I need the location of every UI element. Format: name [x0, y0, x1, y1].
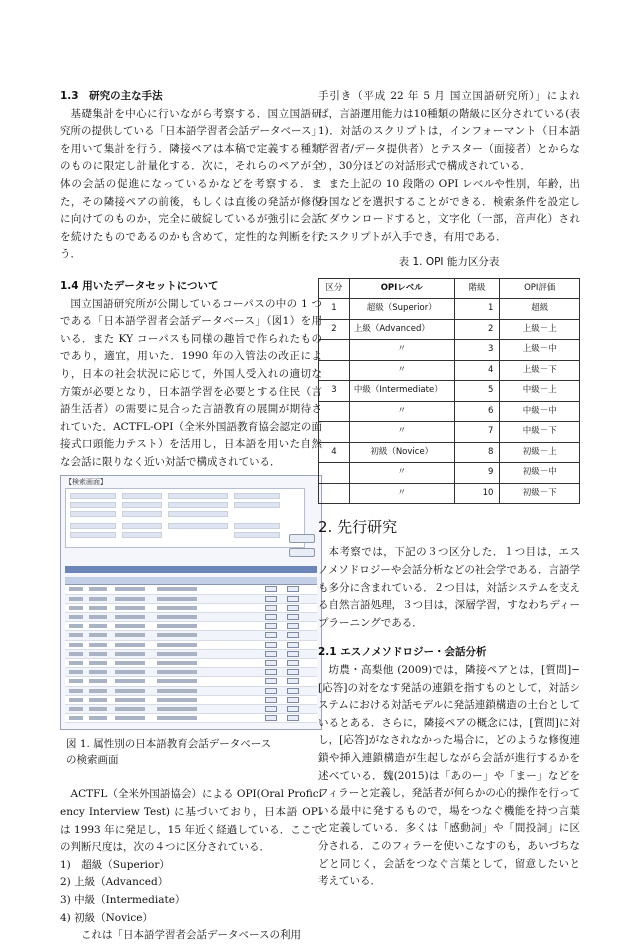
left-column: [60, 88, 322, 945]
section-1-3-heading: 1.3 研究の主な手法: [60, 90, 163, 102]
search-button-mock: [289, 534, 315, 543]
level-item-3: 3) 中級（Intermediate）: [60, 894, 186, 907]
kaikyu-cell: 5: [454, 381, 500, 402]
level-item-1: 1) 超級（Superior）: [60, 858, 170, 871]
table-row: [319, 483, 580, 504]
level-item-4: 4) 初級（Novice）: [60, 911, 154, 924]
level-cell: 〃: [349, 360, 454, 381]
intro-text: 手引き（平成 22 年 5 月 国立国語研究所）」によれば，言語運用能力は10種類の階級に区分されている(表1)．対話のスクリプトは，インフォーマント（日本語学習者/データ提供者）とテスター（面接者）とからなり，30分ほどの対話形式で構成されている．: [318, 90, 580, 173]
section-2-text: 本考察では，下記の３つ区分した．１つ目は，エスノメソドロジーや会話分析などの社会学である．言語学も多分に含まれている．２つ目は，対話システムを支える自然言語処理，３つ目は，深層学習，すなわちディープラーニングである．: [318, 546, 580, 629]
level-cell: 〃: [349, 463, 454, 484]
figure-search-screen: [60, 475, 322, 730]
results-grid-mock: [65, 577, 317, 723]
kubun-cell: 2: [319, 319, 350, 340]
hyoka-cell: 上級－上: [500, 319, 580, 340]
level-cell: 〃: [349, 340, 454, 361]
hyoka-cell: 上級－中: [500, 340, 580, 361]
table-header-cell: OPIレベル: [349, 278, 454, 299]
hyoka-cell: 中級－下: [500, 422, 580, 443]
kubun-cell: 1: [319, 299, 350, 320]
section-1-4-heading: 1.4 用いたデータセットについて: [60, 279, 219, 292]
table-1-caption: 表 1. OPI 能力区分表: [398, 256, 500, 269]
table-row: [319, 463, 580, 484]
kubun-cell: [319, 463, 350, 484]
opi-level-table: [318, 278, 580, 505]
kaikyu-cell: 8: [454, 442, 500, 463]
kaikyu-cell: 3: [454, 340, 500, 361]
closing-line: これは「日本語学習者会話データベースの利用: [81, 929, 301, 942]
kubun-cell: [319, 483, 350, 504]
table-row: [319, 442, 580, 463]
hyoka-cell: 上級－下: [500, 360, 580, 381]
level-cell: 超級（Superior）: [349, 299, 454, 320]
kaikyu-cell: 2: [454, 319, 500, 340]
intro-text-2: また上記の 10 段階の OPI レベルや性別，年齢，出身国などを選択することができる．検索条件を設定してダウンロードすると，文字化（一部，音声化）されたスクリプトが入手でき，有用である．: [318, 177, 580, 243]
kubun-cell: [319, 360, 350, 381]
kubun-cell: 3: [319, 381, 350, 402]
table-row: [319, 422, 580, 443]
level-item-2: 2) 上級（Advanced）: [60, 876, 169, 889]
section-1-3-text: 基礎集計を中心に行いながら考察する．国立国語研究所の提供している「日本語学習者会話データベース」を用いて集計を行う．隣接ペアは本稿で定義する種類のものに限定し計量化する．次に，それらのペアが全体の会話の促進になっているかなどを考察する．また，その隣接ペアの前後，もしくは直後の発話が修復に向けてのものか，完全に破綻しているが強引に会話を続けたものであるのかも含めて，定性的な判断を行う．: [60, 107, 322, 261]
table-row: [319, 401, 580, 422]
kaikyu-cell: 4: [454, 360, 500, 381]
table-header-cell: 区分: [319, 278, 350, 299]
kubun-cell: [319, 401, 350, 422]
table-row: [319, 381, 580, 402]
hyoka-cell: 中級－中: [500, 401, 580, 422]
section-2-heading: 2. 先行研究: [318, 518, 398, 537]
level-cell: 〃: [349, 483, 454, 504]
table-header-row: [319, 278, 580, 299]
level-cell: 〃: [349, 422, 454, 443]
kubun-cell: [319, 340, 350, 361]
right-column: [318, 88, 580, 891]
kaikyu-cell: 9: [454, 463, 500, 484]
level-cell: 上級（Advanced）: [349, 319, 454, 340]
kaikyu-cell: 1: [454, 299, 500, 320]
kaikyu-cell: 7: [454, 422, 500, 443]
actfl-text: ACTFL（全米外国語協会）による OPI(Oral Proficiency Interview Test) に基づいており，日本語 OPI は 1993 年に発足し，15 年近く経過している．ここでの判断尺度は，次の４つに区分されている．: [60, 788, 322, 854]
table-header-cell: 階級: [454, 278, 500, 299]
hyoka-cell: 超級: [500, 299, 580, 320]
search-form-mock: [65, 488, 305, 548]
section-2-1-text: 坊農・高梨他 (2009)では，隣接ペアとは，[質問]−[応答]の対をなす発話の連鎖を指すものとして，対話システムにおける対話モデルに発話連鎖構造の土台としているとある．さらに，隣接ペアの概念には，[質問]に対し，[応答]がなされなかった場合に，どのような修復連鎖や挿入連鎖構造が生起しながら会話が進行するかを述べている．魏(2015)は「あのー」や「まー」などをフィラーと定義し，発話者が何らかの心的操作を行っている最中に発するもので，場をつなぐ機能を持つ言葉と定義している．多くは「感動詞」や「間投詞」に区分される．このフィラーを使いこなすのも，あいづちなどと同じく，会話をつなぐ言葉として，留意したいと考えている．: [318, 664, 580, 888]
hyoka-cell: 中級－上: [500, 381, 580, 402]
table-header-cell: OPI評価: [500, 278, 580, 299]
figure-1-caption: 図 1. 属性別の日本語教育会話データベース の検索画面: [66, 738, 272, 767]
results-bar-mock: [65, 566, 317, 573]
level-cell: 〃: [349, 401, 454, 422]
kubun-cell: [319, 422, 350, 443]
level-cell: 初級（Novice）: [349, 442, 454, 463]
kaikyu-cell: 10: [454, 483, 500, 504]
table-body: [319, 299, 580, 504]
table-row: [319, 360, 580, 381]
figure-label: 【検索画面】: [65, 478, 107, 487]
table-row: [319, 340, 580, 361]
section-2-1-heading: 2.1 エスノメソドロジー・会話分析: [318, 646, 487, 659]
hyoka-cell: 初級－下: [500, 483, 580, 504]
kubun-cell: 4: [319, 442, 350, 463]
table-row: [319, 299, 580, 320]
table-row: [319, 319, 580, 340]
hyoka-cell: 初級－中: [500, 463, 580, 484]
kaikyu-cell: 6: [454, 401, 500, 422]
hyoka-cell: 初級－上: [500, 442, 580, 463]
level-cell: 中級（Intermediate）: [349, 381, 454, 402]
section-1-4-text: 国立国語研究所が公開しているコーパスの中の 1 つである「日本語学習者会話データベース」（図1）を用いる．また KY コーパスも同様の趣旨で作られたものであり，適宜，用いた．1990 年の入管法の改正により，日本の社会状況に応じて，外国人受入れの適切な方策が必要となり，日本語学習を必要とする住民（言語生活者）の需要に見合った言語教育の展開が期待されていた．ACTFL-OPI（全米外国語教育協会認定の面接式口頭能力テスト）を活用し，日本語を用いた自然な会話に限りなく近い対話で構成されている．: [60, 297, 322, 468]
reset-button-mock: [289, 548, 315, 557]
